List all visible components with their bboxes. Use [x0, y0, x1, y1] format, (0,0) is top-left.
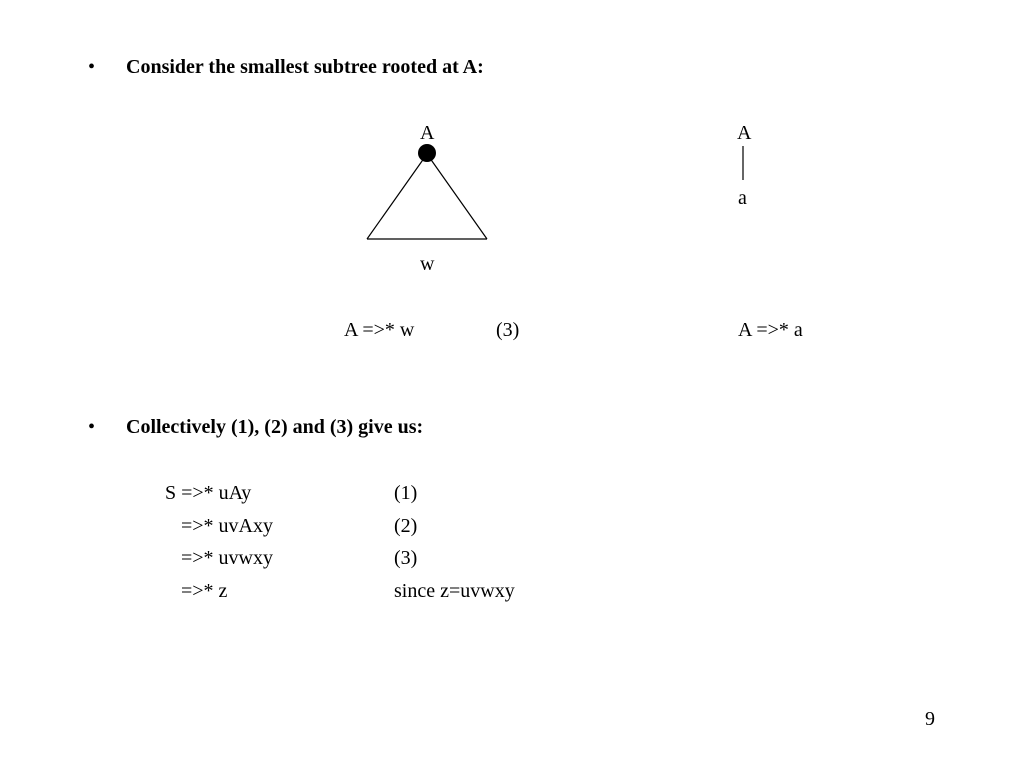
right-tree-leaf-label: a: [738, 187, 747, 209]
left-tree-leaf-label: w: [420, 253, 435, 275]
derivation-step-1-expr: S =>* uAy: [165, 482, 252, 504]
left-tree-right-edge: [427, 154, 487, 239]
page-number: 9: [925, 708, 935, 730]
derivation-step-2-note: (2): [394, 515, 418, 537]
bullet-marker-1: •: [88, 56, 96, 78]
derivation-step-3-expr: =>* uvwxy: [181, 547, 274, 569]
bullet-collectively: Collectively (1), (2) and (3) give us:: [126, 416, 424, 438]
derivation-step-3-note: (3): [394, 547, 418, 569]
right-tree-derivation: A =>* a: [738, 319, 803, 341]
derivation-step-1-note: (1): [394, 482, 418, 504]
derivation-step-4-note: since z=uvwxy: [394, 580, 515, 602]
left-tree-root-label: A: [420, 122, 435, 144]
left-tree-derivation-ref: (3): [496, 319, 520, 341]
left-tree-root-node: [418, 144, 436, 162]
left-tree-left-edge: [367, 154, 427, 239]
right-tree-root-label: A: [737, 122, 752, 144]
derivation-step-4-expr: =>* z: [181, 580, 228, 602]
bullet-consider-subtree: Consider the smallest subtree rooted at A:: [126, 56, 484, 78]
left-tree-derivation: A =>* w: [344, 319, 415, 341]
bullet-marker-2: •: [88, 416, 96, 438]
derivation-step-2-expr: =>* uvAxy: [181, 515, 274, 537]
